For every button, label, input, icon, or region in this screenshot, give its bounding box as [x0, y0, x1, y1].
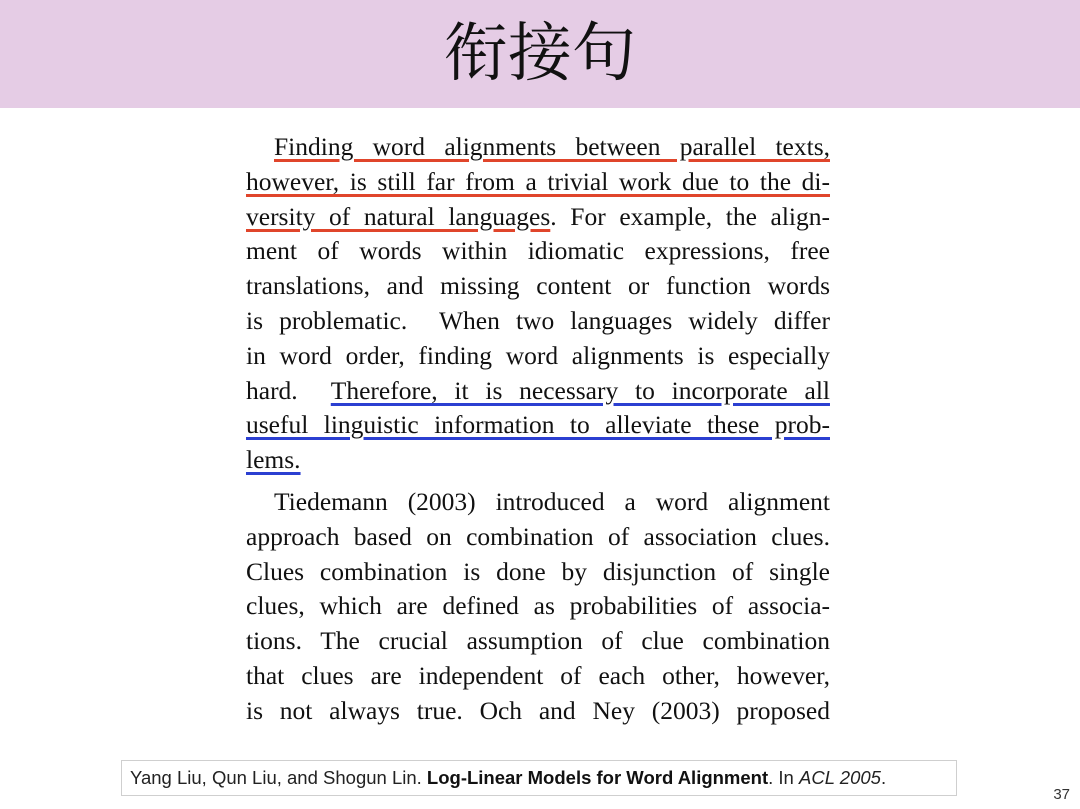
text-line: [246, 165, 830, 200]
paragraph-1: [246, 130, 830, 478]
underlined-phrase: versity of natural languages: [246, 201, 551, 231]
text-line: [246, 339, 830, 374]
text-line: [246, 374, 830, 409]
text-line: [246, 304, 830, 339]
paper-excerpt: [246, 130, 830, 729]
citation-venue-prefix: . In: [768, 767, 799, 788]
text-line: [246, 269, 830, 304]
text-line: tions. The crucial assumption of clue combination: [246, 626, 830, 656]
text-segment: is problematic. When two languages widely differ: [246, 305, 830, 335]
citation-venue: ACL 2005: [799, 767, 881, 788]
paragraph-2: [246, 485, 830, 729]
underlined-phrase: Therefore, it is necessary to incorporate all: [330, 375, 830, 405]
underlined-phrase: Finding word alignments between parallel texts,: [274, 132, 830, 161]
page-number: 37: [1053, 786, 1070, 803]
text-line: [246, 130, 830, 165]
text-line: approach based on combination of association clues.: [246, 521, 830, 551]
text-segment: translations, and missing content or function words: [246, 271, 830, 301]
text-line: [246, 408, 830, 443]
text-segment: in word order, finding word alignments is especially: [246, 340, 830, 370]
slide-title: 衔接句: [444, 17, 636, 91]
text-line: Clues combination is done by disjunction of single: [246, 556, 830, 586]
citation-paper-title: Log-Linear Models for Word Alignment: [426, 767, 769, 788]
text-line: clues, which are defined as probabilities of associa-: [246, 591, 830, 621]
underlined-phrase: useful linguistic information to alleviate these prob-: [246, 410, 830, 440]
text-line: that clues are independent of each other, however,: [246, 660, 830, 690]
citation-suffix: .: [880, 767, 887, 788]
text-segment: hard.: [246, 375, 331, 405]
text-line: Tiedemann (2003) introduced a word alignment: [274, 486, 830, 516]
text-segment: . For example, the align-: [550, 201, 830, 231]
underlined-phrase: however, is still far from a trivial work due to the di-: [246, 166, 830, 196]
citation-authors: Yang Liu, Qun Liu, and Shogun Lin.: [130, 767, 427, 788]
underlined-phrase: lems.: [246, 445, 301, 475]
text-line: [246, 443, 830, 478]
text-segment: ment of words within idiomatic expressions, free: [246, 236, 830, 266]
title-banner: [0, 0, 1080, 108]
text-line: is not always true. Och and Ney (2003) proposed: [246, 695, 830, 725]
citation-box: [121, 760, 957, 796]
text-line: [246, 234, 830, 269]
text-line: [246, 200, 830, 235]
